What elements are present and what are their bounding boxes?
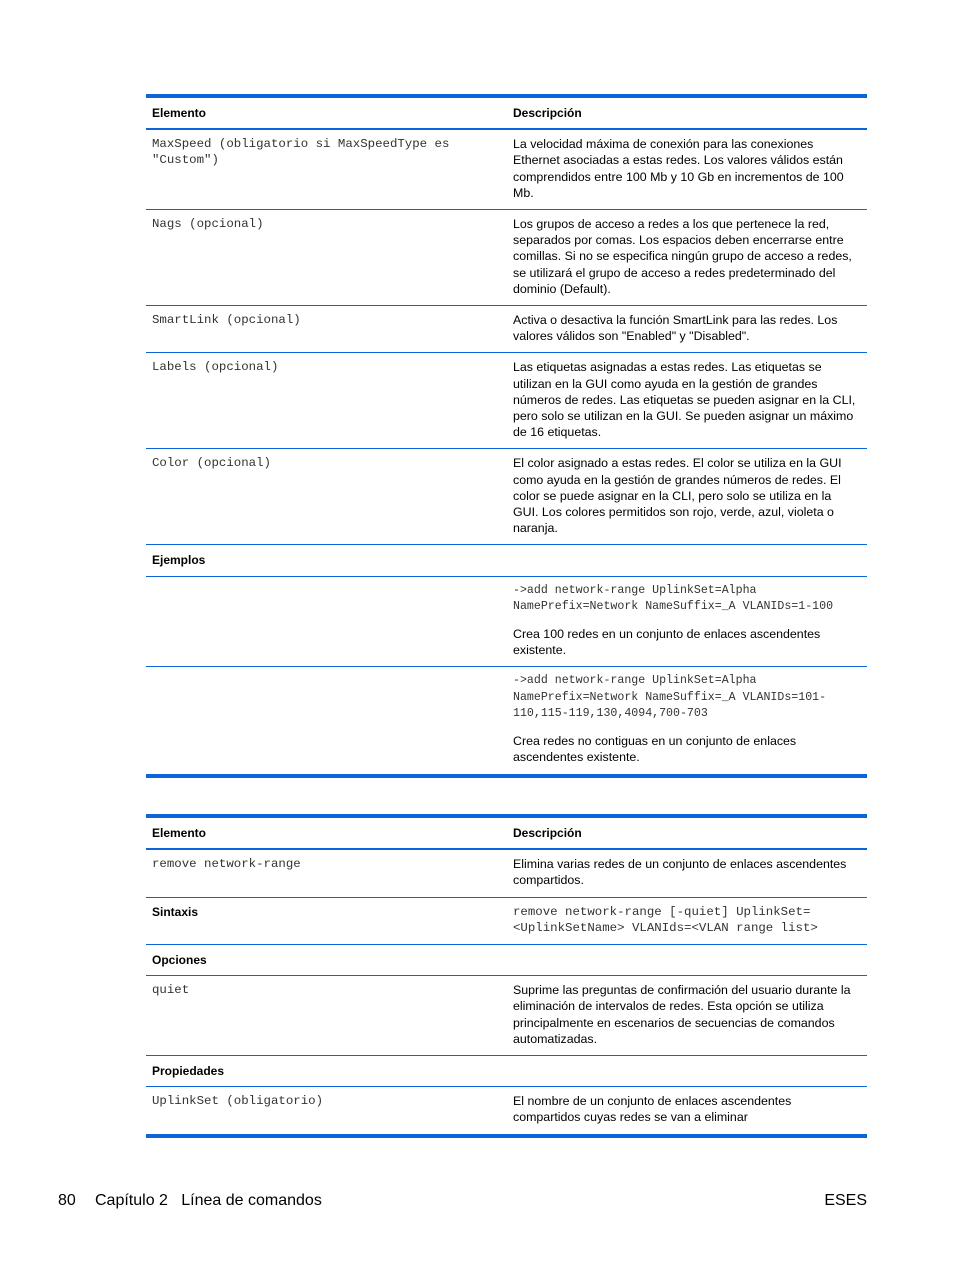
desc-nags: Los grupos de acceso a redes a los que pertenece la red, separados por comas. Los espacios deben encerrarse entre comillas. Si no se especifica ningún grupo de acceso a redes, se utilizará el grupo de acceso a redes predeterminado del dominio (Default). xyxy=(507,210,867,306)
language-code: ESES xyxy=(824,1192,867,1209)
desc-command: Elimina varias redes de un conjunto de enlaces ascendentes compartidos. xyxy=(507,849,867,897)
item-uplinkset: UplinkSet (obligatorio) xyxy=(152,1094,324,1109)
item-color: Color (opcional) xyxy=(146,449,507,545)
table-header-row xyxy=(146,96,867,129)
example-row xyxy=(146,667,867,776)
section-row-opciones xyxy=(146,945,867,976)
header-elemento: Elemento xyxy=(146,96,507,129)
section-label-ejemplos: Ejemplos xyxy=(146,545,507,576)
table-row xyxy=(146,976,867,1056)
section-label-sintaxis: Sintaxis xyxy=(146,897,507,944)
header-descripcion: Descripción xyxy=(507,96,867,129)
section-row-ejemplos xyxy=(146,545,867,576)
chapter-title: Capítulo 2 Línea de comandos xyxy=(95,1192,322,1209)
table-row xyxy=(146,210,867,306)
desc-uplinkset: El nombre de un conjunto de enlaces ascendentes compartidos cuyas redes se van a eliminar xyxy=(513,1094,792,1125)
table-row xyxy=(146,1087,867,1136)
syntax-row xyxy=(146,897,867,944)
syntax-code: remove network-range [-quiet] UplinkSet=<UplinkSetName> VLANIds=<VLAN range list> xyxy=(507,897,867,944)
item-nags: Nags (opcional) xyxy=(146,210,507,306)
example-description: Crea 100 redes en un conjunto de enlaces ascendentes existente. xyxy=(513,627,821,658)
item-maxspeed: MaxSpeed (obligatorio si MaxSpeedType es "Custom") xyxy=(146,129,507,209)
header-descripcion: Descripción xyxy=(507,816,867,849)
section-row-propiedades xyxy=(146,1056,867,1087)
network-range-parameters-table xyxy=(146,94,867,778)
table-row xyxy=(146,849,867,897)
item-smartlink: SmartLink (opcional) xyxy=(146,306,507,353)
table-row xyxy=(146,306,867,353)
desc-maxspeed: La velocidad máxima de conexión para las conexiones Ethernet asociadas a estas redes. Los valores válidos están comprendidos entre 100 Mb y 10 Gb en incrementos de 100 Mb. xyxy=(507,129,867,209)
page-number: 80 xyxy=(58,1192,76,1209)
example-code: ->add network-range UplinkSet=Alpha NamePrefix=Network NameSuffix=_A VLANIDs=1-100 xyxy=(513,583,834,613)
item-command: remove network-range xyxy=(146,849,507,897)
desc-color: El color asignado a estas redes. El color se utiliza en la GUI como ayuda en la gestión de grandes números de redes. El color se puede asignar en la CLI, pero solo se utiliza en la GUI. Los colores permitidos son rojo, verde, azul, violeta o naranja. xyxy=(507,449,867,545)
section-label-propiedades: Propiedades xyxy=(146,1056,507,1087)
table-row xyxy=(146,449,867,545)
header-elemento: Elemento xyxy=(146,816,507,849)
table-row xyxy=(146,129,867,209)
desc-smartlink: Activa o desactiva la función SmartLink para las redes. Los valores válidos son "Enabled" y "Disabled". xyxy=(507,306,867,353)
example-row xyxy=(146,576,867,667)
example-code: ->add network-range UplinkSet=Alpha NamePrefix=Network NameSuffix=_A VLANIDs=101-110,115-119,130,4094,700-703 xyxy=(513,674,827,720)
desc-labels: Las etiquetas asignadas a estas redes. Las etiquetas se utilizan en la GUI como ayuda en la gestión de grandes números de redes. Las etiquetas se pueden asignar en la CLI, pero solo se utilizan en la GUI. Se pueden asignar un máximo de 16 etiquetas. xyxy=(507,353,867,449)
item-labels: Labels (opcional) xyxy=(146,353,507,449)
example-description: Crea redes no contiguas en un conjunto de enlaces ascendentes existente. xyxy=(513,734,797,765)
section-label-opciones: Opciones xyxy=(146,945,507,976)
desc-quiet: Suprime las preguntas de confirmación del usuario durante la eliminación de intervalos de redes. Esta opción se utiliza principalmente en escenarios de secuencias de comandos automatizadas. xyxy=(507,976,867,1056)
table-row xyxy=(146,353,867,449)
table-header-row xyxy=(146,816,867,849)
remove-network-range-table xyxy=(146,814,867,1138)
item-quiet: quiet xyxy=(146,976,507,1056)
